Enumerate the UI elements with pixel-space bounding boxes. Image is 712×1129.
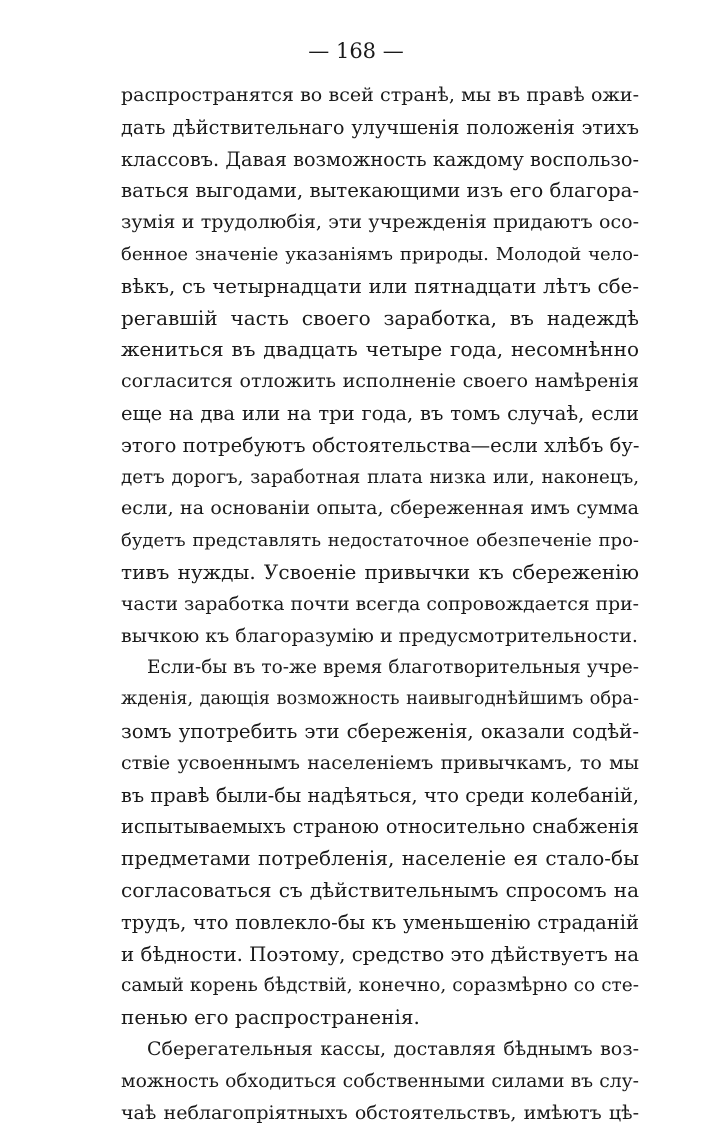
text-line: трудъ, что повлекло-бы къ уменьшенію страданій (121, 907, 639, 939)
text-line: тивъ нужды. Усвоеніе привычки къ сбереженію (121, 557, 639, 589)
text-line: будетъ представлять недостаточное обезпеченіе про- (121, 525, 639, 557)
text-line: распространятся во всей странѣ, мы въ правѣ ожи- (121, 80, 639, 112)
text-line: ствіе усвоеннымъ населеніемъ привычкамъ, то мы (121, 748, 639, 780)
paragraph-1 (121, 80, 639, 652)
text-line: вѣкъ, съ четырнадцати или пятнадцати лѣтъ сбе- (121, 271, 639, 303)
text-line: пенью его распространенія. (121, 1002, 639, 1034)
text-line: испытываемыхъ страною относительно снабженія (121, 811, 639, 843)
text-line: согласится отложить исполненіе своего намѣренія (121, 366, 639, 398)
text-line: если, на основаніи опыта, сбереженная имъ сумма (121, 493, 639, 525)
text-line: въ правѣ были-бы надѣяться, что среди колебаній, (121, 780, 639, 812)
page-number: — 168 — (0, 38, 712, 64)
text-line: ваться выгодами, вытекающими изъ его благора- (121, 175, 639, 207)
text-line: детъ дорогъ, заработная плата низка или, наконецъ, (121, 462, 639, 494)
text-line: самый корень бѣдствій, конечно, соразмѣрно со сте- (121, 970, 639, 1002)
text-line: Сберегательныя кассы, доставляя бѣднымъ воз- (121, 1034, 639, 1066)
paragraph-3 (121, 1034, 639, 1129)
text-line: части заработка почти всегда сопровождается при- (121, 589, 639, 621)
text-line: вычкою къ благоразумію и предусмотрительности. (121, 621, 639, 653)
text-line: можность обходиться собственными силами въ слу- (121, 1066, 639, 1098)
text-line: Если-бы въ то-же время благотворительныя учре- (121, 652, 639, 684)
text-line: этого потребуютъ обстоятельства—если хлѣбъ бу- (121, 430, 639, 462)
text-line: чаѣ неблагопріятныхъ обстоятельствъ, имѣютъ цѣ- (121, 1098, 639, 1129)
text-line: жениться въ двадцать четыре года, несомнѣнно (121, 334, 639, 366)
text-line: регавшій часть своего заработка, въ надеждѣ (121, 303, 639, 335)
text-line: зомъ употребить эти сбереженія, оказали содѣй- (121, 716, 639, 748)
text-line: предметами потребленія, населеніе ея стало-бы (121, 843, 639, 875)
text-line: еще на два или на три года, въ томъ случаѣ, если (121, 398, 639, 430)
text-line: зумія и трудолюбія, эти учрежденія придаютъ осо- (121, 207, 639, 239)
text-line: бенное значеніе указаніямъ природы. Молодой чело- (121, 239, 639, 271)
paragraph-2 (121, 652, 639, 1034)
text-line: жденія, дающія возможность наивыгоднѣйшимъ обра- (121, 684, 639, 716)
text-line: классовъ. Давая возможность каждому воспользо- (121, 144, 639, 176)
text-line: согласоваться съ дѣйствительнымъ спросомъ на (121, 875, 639, 907)
text-line: и бѣдности. Поэтому, средство это дѣйствуетъ на (121, 939, 639, 971)
text-line: дать дѣйствительнаго улучшенія положенія этихъ (121, 112, 639, 144)
body-text (121, 80, 639, 1129)
